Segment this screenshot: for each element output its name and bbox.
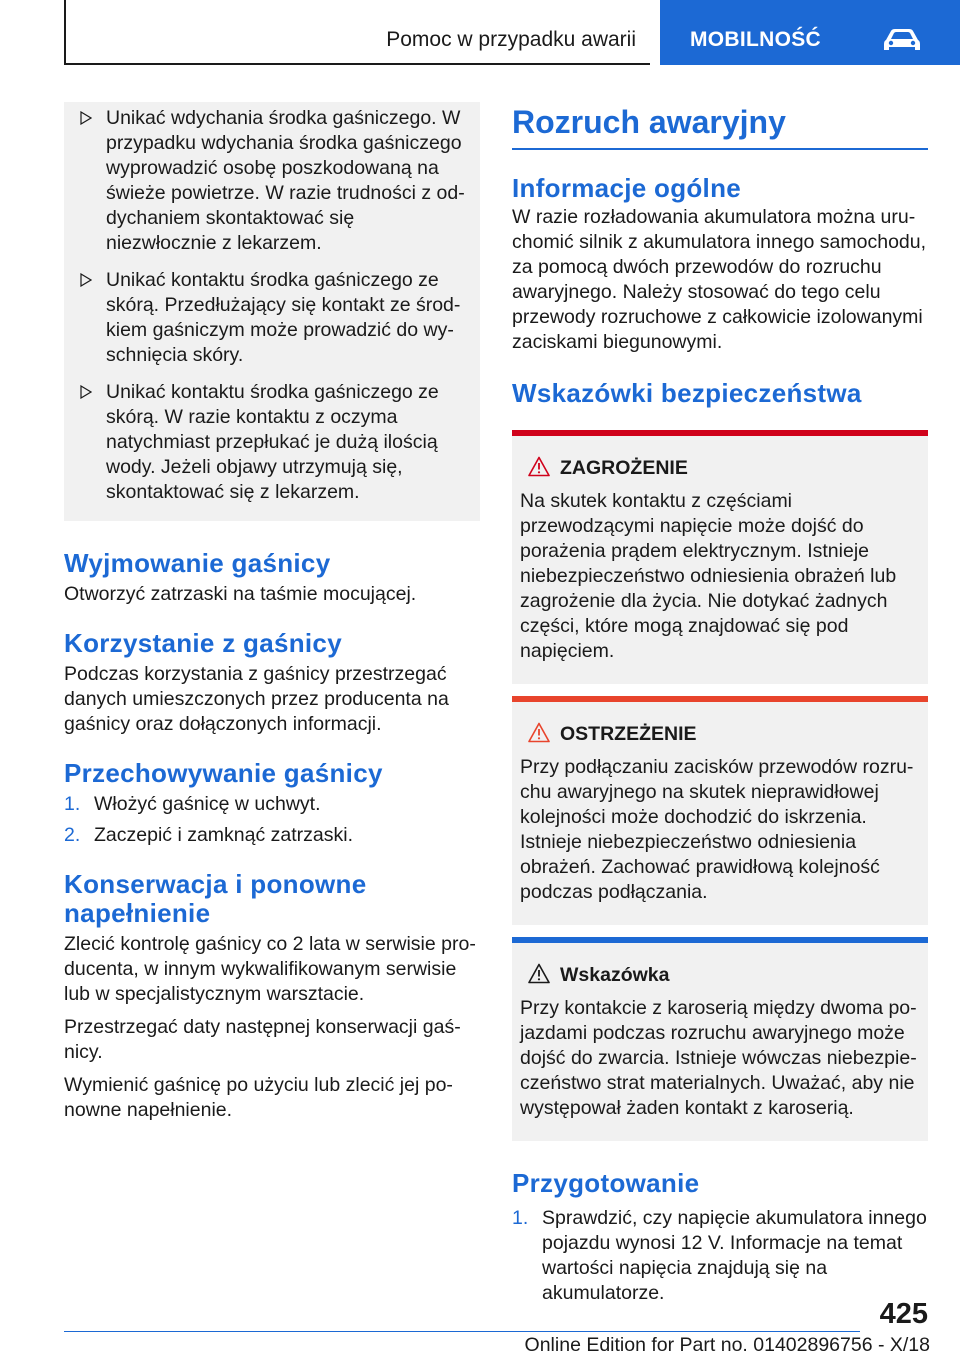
step-text: Włożyć gaśnicę w uchwyt. (94, 793, 321, 815)
list-item (512, 1206, 928, 1306)
maintenance-text: Zlecić kontrolę gaśnicy co 2 lata w serwisie producenta, w innym wykwalifikowanym serwisie lub w specjalistycznym warsztacie. (64, 933, 476, 1005)
triangle-bullet-icon (80, 273, 92, 287)
page-number: 425 (879, 1298, 928, 1330)
step-text: Zaczepić i zamknąć zatrzaski. (94, 824, 353, 846)
safety-notes-box (64, 102, 480, 521)
list-item (78, 380, 466, 505)
list-item (78, 268, 466, 368)
chapter-heading: Rozruch awaryjny (512, 104, 786, 140)
warning-box (512, 696, 928, 925)
right-column (512, 102, 928, 1306)
general-heading: Informacje ogólne (512, 173, 742, 203)
step-number: 1. (512, 1207, 529, 1229)
step-number: 2. (64, 824, 81, 846)
danger-box (512, 430, 928, 684)
car-icon (882, 26, 922, 54)
note-text: Unikać kontaktu środka gaśniczego ze skórą. Przedłużający się kontakt ze środkiem gaśniczym może prowadzić do wyschnięcia skóry. (106, 269, 461, 366)
note-text: Unikać kontaktu środka gaśniczego ze skórą. W razie kontaktu z oczyma natychmiast przepłukać je dużą ilością wody. Jeżeli objawy utrzymują się, skontaktować się z lekarzem. (106, 381, 439, 503)
warning-title-text: Wskazówka (560, 964, 670, 986)
warning-title (520, 722, 920, 747)
step-number: 1. (64, 793, 81, 815)
general-text: W razie rozładowania akumulatora można uruchomić silnik z akumulatora innego samochodu, za pomocą dwóch przewodów do rozruchu awaryjnego. Należy stosować do tego celu przewody rozruchowe z całkowicie izolowanymi zaciskami biegunowymi. (512, 206, 927, 353)
warning-title (520, 963, 920, 988)
maintenance-text: Wymienić gaśnicę po użyciu lub zlecić jej ponowne napełnienie. (64, 1074, 453, 1121)
removal-heading: Wyjmowanie gaśnicy (64, 548, 331, 578)
warning-title (520, 456, 920, 481)
list-item (64, 823, 480, 848)
warning-text: Na skutek kontaktu z częściami przewodzącymi napięcie może dojść do porażenia prądem elektrycznym. Istnieje niebezpieczeństwo odniesienia obrażeń lub zagrożenie dla życia. Nie dotykać żadnych części, które mogą znajdować się pod napięciem. (520, 490, 897, 662)
prep-heading: Przygotowanie (512, 1168, 700, 1198)
warning-triangle-icon (528, 722, 550, 743)
usage-heading: Korzystanie z gaśnicy (64, 628, 342, 658)
header-bottom-rule (64, 63, 650, 65)
warning-title-text: OSTRZEŻENIE (560, 723, 697, 745)
removal-text: Otworzyć zatrzaski na taśmie mocującej. (64, 583, 417, 605)
list-item (64, 792, 480, 817)
warning-triangle-icon (528, 963, 550, 984)
footer-rule (64, 1331, 860, 1332)
heading-rule (512, 148, 928, 150)
chapter-tab[interactable] (660, 0, 960, 65)
section-title: Pomoc w przypadku awarii (386, 28, 636, 51)
usage-text: Podczas korzystania z gaśnicy przestrzegać danych umieszczonych przez producenta na gaśnicy oraz dołączonych informacji. (64, 663, 449, 735)
warning-triangle-icon (528, 456, 550, 477)
warning-text: Przy podłączaniu zacisków przewodów rozruchu awaryjnego na skutek nieprawidłowej kolejności może dochodzić do iskrzenia. Istnieje niebezpieczeństwo odniesienia obrażeń. Zachować prawidłową kolejność podczas podłączania. (520, 756, 914, 903)
storage-heading: Przechowywanie gaśnicy (64, 758, 383, 788)
warning-title-text: ZAGROŻENIE (560, 457, 688, 479)
step-text: Sprawdzić, czy napięcie akumulatora innego pojazdu wynosi 12 V. Informacje na temat wartości napięcia znajdują się na akumulatorze. (542, 1207, 927, 1304)
warning-text: Przy kontakcie z karoserią między dwoma pojazdami podczas rozruchu awaryjnego może dojść do zwarcia. Istnieje wówczas niebezpieczeństwo strat materialnych. Uważać, aby nie występował żaden kontakt z karoserią. (520, 997, 917, 1119)
chapter-label: MOBILNOŚĆ (690, 28, 822, 51)
hint-box (512, 937, 928, 1141)
triangle-bullet-icon (80, 111, 92, 125)
maintenance-heading: Konserwacja i ponowne napełnienie (64, 869, 367, 928)
footer-edition: Online Edition for Part no. 01402896756 - X/18 (524, 1334, 930, 1356)
maintenance-text: Przestrzegać daty następnej konserwacji gaśnicy. (64, 1016, 461, 1063)
triangle-bullet-icon (80, 385, 92, 399)
safety-heading: Wskazówki bezpieczeństwa (512, 378, 862, 408)
list-item (78, 106, 466, 256)
left-column (64, 102, 480, 1123)
note-text: Unikać wdychania środka gaśniczego. W przypadku wdychania środka gaśniczego wyprowadzić osobę poszkodowaną na świeże powietrze. W razie trudności z oddychaniem skontaktować się niezwłocznie z lekarzem. (106, 107, 465, 254)
